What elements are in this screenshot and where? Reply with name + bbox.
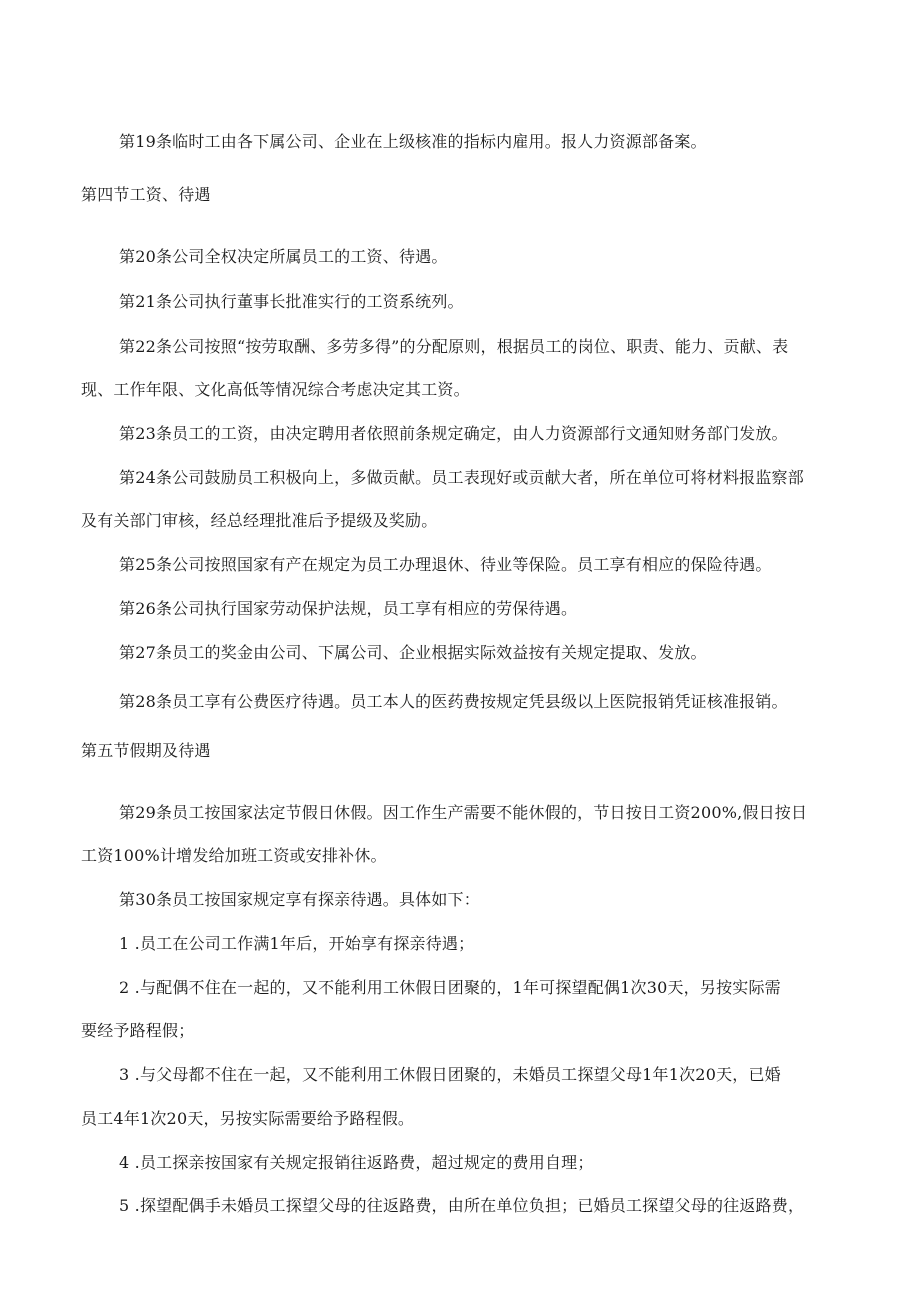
article-30: 第30条员工按国家规定享有探亲待遇。具体如下： (119, 890, 480, 909)
article-22-line-1: 第22条公司按照“按劳取酬、多劳多得”的分配原则，根据员工的岗位、职责、能力、贡献、表 (119, 337, 789, 356)
article-21: 第21条公司执行董事长批准实行的工资系统列。 (119, 292, 464, 311)
article-30-item-2-line-1: 2 .与配偶不住在一起的，又不能利用工休假日团聚的，1年可探望配偶1次30天，另按实际需 (119, 978, 781, 997)
article-20: 第20条公司全权决定所属员工的工资、待遇。 (119, 247, 448, 266)
article-24-line-1: 第24条公司鼓励员工积极向上，多做贡献。员工表现好或贡献大者，所在单位可将材料报监察部 (119, 468, 804, 487)
article-27: 第27条员工的奖金由公司、下属公司、企业根据实际效益按有关规定提取、发放。 (119, 643, 707, 662)
article-30-item-2-line-2: 要经予路程假； (81, 1021, 195, 1040)
article-28: 第28条员工享有公费医疗待遇。员工本人的医药费按规定凭县级以上医院报销凭证核准报销。 (119, 692, 788, 711)
section-4-heading: 第四节工资、待遇 (81, 185, 211, 204)
article-29-line-2: 工资100%计增发给加班工资或安排补休。 (81, 846, 387, 865)
section-5-heading: 第五节假期及待遇 (81, 741, 211, 760)
article-25: 第25条公司按照国家有产在规定为员工办理退休、待业等保险。员工享有相应的保险待遇。 (119, 555, 772, 574)
article-19: 第19条临时工由各下属公司、企业在上级核准的指标内雇用。报人力资源部备案。 (119, 132, 707, 151)
article-29-line-1: 第29条员工按国家法定节假日休假。因工作生产需要不能休假的，节日按日工资200%,假日按日 (119, 803, 808, 822)
article-24-line-2: 及有关部门审核，经总经理批准后予提级及奖励。 (81, 511, 438, 530)
article-23: 第23条员工的工资，由决定聘用者依照前条规定确定，由人力资源部行文通知财务部门发放。 (119, 424, 788, 443)
article-22-line-2: 现、工作年限、文化高低等情况综合考虑决定其工资。 (81, 380, 470, 399)
article-30-item-3-line-2: 员工4年1次20天，另按实际需要给予路程假。 (81, 1109, 415, 1128)
article-30-item-5: 5 .探望配偶手未婚员工探望父母的往返路费，由所在单位负担；已婚员工探望父母的往返路费， (119, 1196, 805, 1215)
article-30-item-1: 1 .员工在公司工作满1年后，开始享有探亲待遇； (119, 934, 475, 953)
article-30-item-4: 4 .员工探亲按国家有关规定报销往返路费，超过规定的费用自理； (119, 1153, 594, 1172)
article-30-item-3-line-1: 3 .与父母都不住在一起，又不能利用工休假日团聚的，未婚员工探望父母1年1次20天，已婚 (119, 1065, 781, 1084)
article-26: 第26条公司执行国家劳动保护法规，员工享有相应的劳保待遇。 (119, 599, 578, 618)
